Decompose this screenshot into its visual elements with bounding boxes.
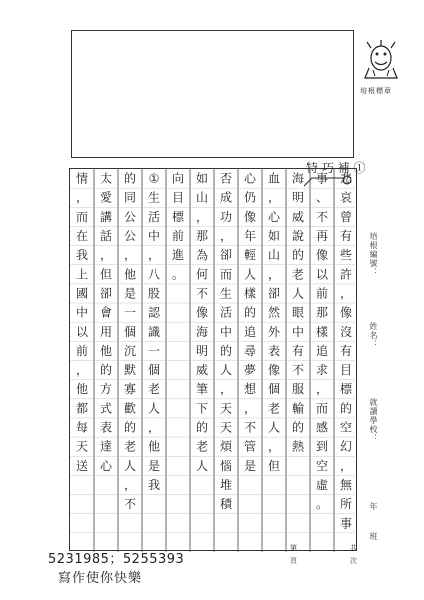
manuscript-grid [69,168,357,551]
essay-char: 尋 [243,343,257,358]
essay-char: 情 [75,171,89,186]
essay-char: 進 [171,248,185,263]
essay-char: 樣 [243,286,257,301]
essay-char: 默 [123,363,137,378]
essay-char: 煩 [219,439,233,454]
essay-char: 眼 [291,305,305,320]
essay-column [76,171,89,473]
essay-char: 老 [195,439,209,454]
essay-char: 服 [291,382,305,397]
essay-char: ， [315,382,329,397]
essay-char: 無 [339,477,353,492]
essay-char: 卻 [99,286,113,301]
page-unit: 頁 [290,557,297,565]
essay-char: 我 [75,248,89,263]
essay-char: 標 [171,209,185,224]
essay-char: 夢 [243,363,257,378]
essay-char: 惱 [219,458,233,473]
essay-char: 股 [147,286,161,301]
essay-char: 、 [315,190,329,205]
essay-char: 哀 [339,190,353,205]
essay-char: 老 [123,439,137,454]
essay-char: 式 [99,401,113,416]
essay-char: 如 [195,171,209,186]
essay-char: 前 [75,343,89,358]
essay-char: 生 [219,286,233,301]
school-label: 就讀學校： [369,398,378,443]
essay-column [292,172,305,454]
essay-char: 像 [315,248,329,263]
essay-char: 感 [315,420,329,435]
essay-char: 像 [267,363,281,378]
essay-char: 個 [267,382,281,397]
essay-char: 事 [339,516,353,531]
essay-char: 都 [75,401,89,416]
essay-char: ， [195,209,209,224]
essay-char: 方 [99,382,113,397]
essay-char: 積 [219,497,233,512]
essay-char: 何 [195,267,209,282]
essay-char: 人 [267,420,281,435]
essay-char: 像 [339,305,353,320]
essay-char: 心 [267,209,281,224]
annotation-text: 特 巧 補 ① [306,161,366,175]
essay-char: 國 [75,286,89,301]
essay-char: 八 [147,267,161,282]
essay-char: 是 [147,458,161,473]
essay-char: 話 [99,229,113,244]
essay-char: 許 [339,267,353,282]
essay-char: 認 [147,305,161,320]
essay-char: 功 [219,209,233,224]
essay-char: 所 [339,497,353,512]
essay-char: 天 [219,420,233,435]
essay-char: 。 [171,267,185,282]
essay-char: ， [147,420,161,435]
essay-char: 輕 [243,248,257,263]
essay-char: 的 [195,420,209,435]
essay-char: 再 [315,229,329,244]
essay-char: 以 [75,324,89,339]
essay-char: 曾 [339,209,353,224]
essay-char: 的 [339,401,353,416]
essay-char: 識 [147,324,161,339]
essay-char: 事 [315,171,329,186]
essay-char: 血 [267,171,281,186]
essay-char: 然 [267,305,281,320]
essay-char: 像 [243,209,257,224]
essay-char: 活 [219,305,233,320]
essay-char: 送 [75,458,89,473]
essay-char: 前 [171,229,185,244]
essay-char: ， [147,248,161,263]
essay-char: 達 [99,439,113,454]
count-label: 共 [350,544,357,552]
essay-char: 有 [291,343,305,358]
essay-char: 的 [243,305,257,320]
essay-char: 為 [195,248,209,263]
footer-slogan: 寫作使你快樂 [58,571,143,586]
essay-char: 空 [315,458,329,473]
essay-char: 人 [219,363,233,378]
essay-char: ， [99,248,113,263]
essay-char: 管 [243,439,257,454]
count-unit: 次 [350,557,357,565]
essay-char: 明 [291,190,305,205]
essay-char: ① [148,171,160,186]
essay-char: 以 [315,267,329,282]
peigen-stamp-icon [361,38,401,82]
class-label: 班 [369,532,378,541]
essay-char: 中 [219,324,233,339]
essay-char: 到 [315,439,329,454]
essay-char: 講 [99,209,113,224]
essay-column [316,171,329,512]
footer-phone-code: 5231985；5255393 [48,552,185,567]
essay-char: 人 [147,401,161,416]
essay-char: 前 [315,286,329,301]
essay-char: 活 [147,209,161,224]
essay-char: 那 [315,305,329,320]
essay-char: 的 [291,420,305,435]
essay-char: ， [123,477,137,492]
page-label: 第 [290,544,297,552]
essay-char: 明 [195,343,209,358]
essay-char: 天 [75,439,89,454]
essay-char: ， [339,286,353,301]
essay-char: 下 [195,401,209,416]
essay-char: 些 [339,248,353,263]
essay-char: 他 [147,439,161,454]
essay-char: ， [123,248,137,263]
essay-char: 人 [123,458,137,473]
essay-char: 公 [123,229,137,244]
essay-char: 愛 [99,190,113,205]
essay-char: 沉 [123,343,137,358]
essay-char: 不 [315,209,329,224]
essay-char: 老 [291,267,305,282]
essay-char: ， [267,439,281,454]
essay-char: 太 [99,171,113,186]
essay-char: 他 [99,343,113,358]
essay-char: 像 [195,305,209,320]
essay-char: 求 [315,363,329,378]
essay-char: 一 [147,343,161,358]
essay-char: 山 [195,190,209,205]
essay-char: 海 [291,171,305,186]
essay-char: 人 [243,267,257,282]
essay-char: 不 [195,286,209,301]
essay-char: 輸 [291,401,305,416]
essay-char: 他 [75,382,89,397]
essay-char: 會 [99,305,113,320]
essay-char: 一 [123,305,137,320]
essay-char: 上 [75,267,89,282]
essay-char: ， [243,401,257,416]
essay-char: 目 [339,363,353,378]
essay-char: 成 [219,190,233,205]
essay-char: ， [219,229,233,244]
essay-char: 那 [195,229,209,244]
essay-char: 的 [123,171,137,186]
essay-char: 是 [123,286,137,301]
essay-char: 他 [123,267,137,282]
essay-char: 悲 [339,171,353,186]
essay-char: ， [219,382,233,397]
essay-char: 威 [291,209,305,224]
essay-char: 不 [123,497,137,512]
essay-char: ， [75,363,89,378]
essay-char: 心 [243,171,257,186]
essay-char: 而 [75,209,89,224]
essay-char: 的 [291,248,305,263]
essay-char: 追 [315,343,329,358]
essay-char: 否 [219,171,233,186]
essay-char: 而 [315,401,329,416]
essay-char: 中 [147,229,161,244]
essay-char: 筆 [195,382,209,397]
school-id-label: 培根編號： [369,232,378,277]
essay-column [340,171,353,531]
essay-char: 人 [291,286,305,301]
comment-box [71,30,354,158]
essay-column [148,172,161,492]
essay-char: 歡 [123,401,137,416]
essay-char: 追 [243,324,257,339]
essay-char: 老 [267,401,281,416]
essay-char: 人 [195,458,209,473]
essay-char: 我 [147,477,161,492]
essay-char: 說 [291,229,305,244]
essay-char: 生 [147,190,161,205]
essay-char: 是 [243,458,257,473]
essay-char: 如 [267,229,281,244]
essay-char: 的 [99,363,113,378]
name-label: 姓名： [369,322,378,349]
essay-char: 公 [123,209,137,224]
essay-char: ， [75,190,89,205]
essay-char: 同 [123,190,137,205]
essay-char: 不 [291,363,305,378]
essay-char: 海 [195,324,209,339]
essay-char: 在 [75,229,89,244]
essay-char: 外 [267,324,281,339]
essay-char: 熱 [291,439,305,454]
essay-char: 年 [243,229,257,244]
essay-char: 寡 [123,382,137,397]
essay-char: 標 [339,382,353,397]
essay-char: ， [267,190,281,205]
essay-char: 沒 [339,324,353,339]
year-label: 年 [369,502,378,511]
essay-char: 每 [75,420,89,435]
essay-char: 用 [99,324,113,339]
essay-char: 中 [75,305,89,320]
essay-char: 個 [123,324,137,339]
essay-char: 而 [219,267,233,282]
essay-char: 有 [339,343,353,358]
essay-char: 心 [99,458,113,473]
essay-char: 樣 [315,324,329,339]
essay-char: 虛 [315,477,329,492]
essay-char: 不 [243,420,257,435]
essay-char: 卻 [219,248,233,263]
essay-char: 卻 [267,286,281,301]
essay-grid-svg [70,169,358,552]
essay-column [100,171,113,473]
essay-char: 山 [267,248,281,263]
essay-char: 仍 [243,190,257,205]
essay-char: 的 [123,420,137,435]
essay-char: 向 [171,171,185,186]
essay-char: 。 [315,497,329,512]
essay-char: 威 [195,363,209,378]
essay-char: 老 [147,382,161,397]
essay-char: 但 [99,267,113,282]
essay-char: 中 [291,324,305,339]
essay-char: 堆 [219,477,233,492]
essay-char: 表 [267,343,281,358]
essay-char: 但 [267,458,281,473]
essay-char: 目 [171,190,185,205]
essay-char: 幻 [339,439,353,454]
essay-char: 表 [99,420,113,435]
essay-char: 個 [147,363,161,378]
essay-char: 的 [219,343,233,358]
essay-char: 空 [339,420,353,435]
essay-char: ， [267,267,281,282]
essay-char: 有 [339,229,353,244]
essay-char: 想 [243,382,257,397]
essay-char: ， [339,458,353,473]
stamp-label: 培根標章 [360,87,392,95]
essay-char: 天 [219,401,233,416]
